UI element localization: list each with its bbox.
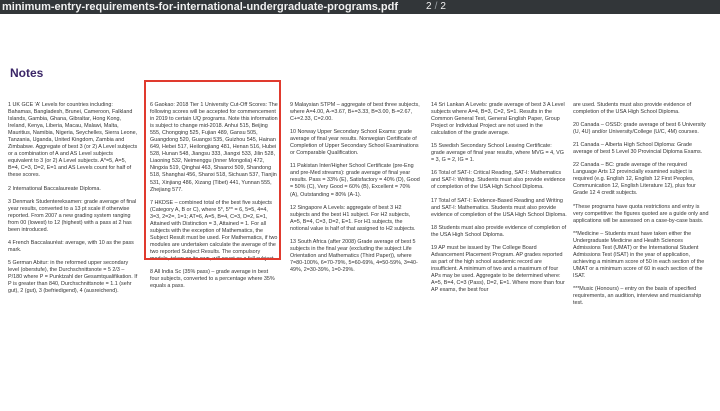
note-8-all-india: 8 All India Sc (35% pass) – grade average in best four subjects, converted to a percentage where 35% equals a pass. <box>150 269 275 290</box>
note-12-singapore: 12 Singapore A Levels: aggregate of best 3 H2 subjects and the best H1 subject. For H2 subjects, A=5, B=4, C=3, D=2, E=1. For H1 subjects, the notional value is half of that assigned to H2 subjects. <box>290 204 416 232</box>
note-14-sri-lanka: 14 Sri Lankan A Levels: grade average of best 3 A Level subjects where A=4, B=3, C=2, S=1. Results in the Common General Test, General English Paper, Group Project or Individual Project are not used in the calculation of the grade average. <box>431 102 565 137</box>
note-17-sat-i-ebrw: 17 Total of SAT-I: Evidence-Based Reading and Writing and SAT-I: Mathematics. Students must also provide evidence of completion of the USA High School Diploma. <box>431 197 567 218</box>
note-7-hkdse: 7 HKDSE – combined total of the best five subjects (Category A, B or C), where 5*, 5** = 6, 5=5, 4=4, 3=3, 2=2=, 1=1; AT=6, A=5, B=4, C=3, D=2, E=1, Attained with Distinction = 3, Attained = 1. For all subjects with the exception of Mathematics, the Subject Result must be used. For Mathematics, if two modules are undertaken calculate the average of the two reported Subject Results. The compulsory module, taken on its own, will count as a full subject. <box>150 199 278 262</box>
note-15-sweden: 15 Swedish Secondary School Leaving Certificate: grade average of final year results, where MVG = 4, VG = 3, G = 2, IG = 1. <box>431 143 564 164</box>
note-music-honours: ***Music (Honours) – entry on the basis of specified requirements, an audition, interview and musicianship test. <box>573 285 702 307</box>
notes-column-5 <box>573 102 711 313</box>
note-3-denmark: 3 Denmark Studentereksamen: grade average of final year results, converted to a 13 pt scale if otherwise reported. From 2007 a new grading system ranging from 00 (lowest) to 12 (highest) with a pass at 2 has been introduced. <box>8 198 137 233</box>
note-9-malaysian-stpm: 9 Malaysian STPM – aggregate of best three subjects, where A=4.00, A-=3.67, B+=3.33, B=3.00, B-=2.67, C+=2.33, C=2.00. <box>290 102 420 123</box>
document-title: minimum-entry-requirements-for-international-undergraduate-programs.pdf <box>2 1 399 13</box>
page-indicator <box>426 0 446 14</box>
note-11-pakistan: 11 Pakistan Inter/Higher School Certificate (pre-Eng and pre-Med streams): grade average of final year results. Pass = 33% (E), Satisfactory = 40% (D), Good = 50% (C), Very Good = 60% (B), Excellent = 70% (A), Outstanding = 80% (A-1). <box>290 163 420 198</box>
note-2-ib: 2 International Baccalaureate Diploma. <box>8 185 101 192</box>
note-20-canada-ossd: 20 Canada – OSSD: grade average of best 6 University (U, 4U) and/or University/College (U/C, 4M) courses. <box>573 122 706 136</box>
gaokao-highlight-box <box>144 80 281 260</box>
pdf-page <box>0 14 720 411</box>
notes-column-1 <box>8 102 138 301</box>
note-10-norway: 10 Norway Upper Secondary School Exams: grade average of final year results. Norwegian Certificate of Completion of Upper Secondary School Examinations or Comparable Qualification. <box>290 129 419 157</box>
page-separator: / <box>434 1 438 12</box>
note-21-canada-alberta: 21 Canada – Alberta High School Diploma: Grade average of best 5 Level 30 Provincial Diploma Exams. <box>573 142 703 156</box>
note-1-uk-gce: 1 UK GCE 'A' Levels for countries including: Bahamas, Bangladesh, Brunei, Cameroon, Falkland Islands, Gambia, Ghana, Gibraltar, Hong Kong, Ireland, Kenya, Liberia, Macau, Malawi, Malta, Mauritius, Namibia, Nigeria, Seychelles, Sierra Leone, Tanzania, Uganda, United Kingdom, Zambia and Zimbabwe. Aggregate of best 3 (or 2) A Level subjects or a combination of A and AS Level subjects equivalent to 3 (or 2) A Level subjects. A*=5, A=5, B=4, C=3, D=2, E=1 and AS Levels count for half of these scores. <box>8 102 138 179</box>
note-medicine: **Medicine – Students must have taken either the Undergraduate Medicine and Health Sciences Admissions Test (UMAT) or the International Student Admissions Test (ISAT) in the year of application, achieving a minimum score of 50 in each section of the UMAT or a minimum score of 60 in each section of the ISAT. <box>573 230 705 279</box>
note-4-french-bac: 4 French Baccalauréat: average, with 10 as the pass mark. <box>8 239 134 253</box>
note-5-german-abitur: 5 German Abitur: in the reformed upper secondary level (oberstufe), the Durchschnittsnote = 5 2/3 – P/180 where P = Punktzahl der Gesamtqualifikation. If P is greater than 840, Durchschnittsnote = 1.1 (sehr gut), 2 (gut), 3 (befriedigend), 4 (ausreichend). <box>8 259 138 295</box>
current-page-number[interactable]: 2 <box>426 1 432 12</box>
note-22-canada-bc: 22 Canada – BC: grade average of the required Language Arts 12 provincially examined subject is required (e.g. English 12, English 12 First Peoples, Communication 12, English Literature 12), plus four Grade 12 4 credit subjects. <box>573 162 696 197</box>
notes-heading: Notes <box>10 66 44 80</box>
note-19-ap: 19 AP must be issued by The College Board Advancement Placement Program. AP grades reported as part of the high school academic record are insufficient. A minimum of two and a maximum of four APs may be used. Aggregate to be determined where: A=5, B=4, C=3 (Pass), D=2, E=1. Where more than four AP exams, the best four <box>431 244 565 294</box>
notes-column-4 <box>431 102 567 300</box>
note-6-gaokao: 6 Gaokao: 2018 Tier 1 University Cut-Off Scores: The following scores will be accepted for commencement in 2019 to certain UQ programs. Note this information is subject to change mid-2018. Anhui 515, Beijing 555, Chongqing 525, Fujian 489, Gansu 505, Guangdong 520, Guangxi 535, Guizhou 545, Hainan 649, Hebei 517, Heilongjiang 481, Henan 516, Hubei 528, Hunan 548, Jiangsu 333, Jiangxi 533, Jilin 528, Liaoning 532, Neimenggu (Inner Mongolia) 472, Ningxia 519, Qinghai 463, Shaanxi 509, Shandong 518, Shanghai 456, Shanxi 518, Sichuan 537, Tianjin 531, Xinjiang 486, Xizang (Tibet) 441, Yunnan 555, Zhejiang 577. <box>150 102 278 193</box>
pdf-viewer-toolbar <box>0 0 720 14</box>
total-pages: 2 <box>440 1 446 12</box>
notes-column-3 <box>290 102 420 280</box>
note-18-usa-diploma: 18 Students must also provide evidence of completion of the USA High School Diploma. <box>431 224 567 238</box>
note-quota-programs: *These programs have quota restrictions and entry is very competitive: the figures quoted are a guide only and applications will be assessed on a case-by-case basis. <box>573 203 709 224</box>
note-19-continued: are used. Students must also provide evidence of completion of the USA High School Diploma. <box>573 102 692 116</box>
note-13-south-africa: 13 South Africa (after 2008) Grade average of best 5 subjects in the final year (excluding the subject Life Orientation and Mathematics (Third Paper)), where 7=80-100%, 6=70-79%, 5=60-69%, 4=50-59%, 3=40-49%, 2=30-39%, 1=0-29%. <box>290 238 418 273</box>
note-16-sat-i: 16 Total of SAT-I: Critical Reading, SAT-I: Mathematics and SAT-I: Writing. Students must also provide evidence of completion of the USA High School Diploma. <box>431 170 566 191</box>
